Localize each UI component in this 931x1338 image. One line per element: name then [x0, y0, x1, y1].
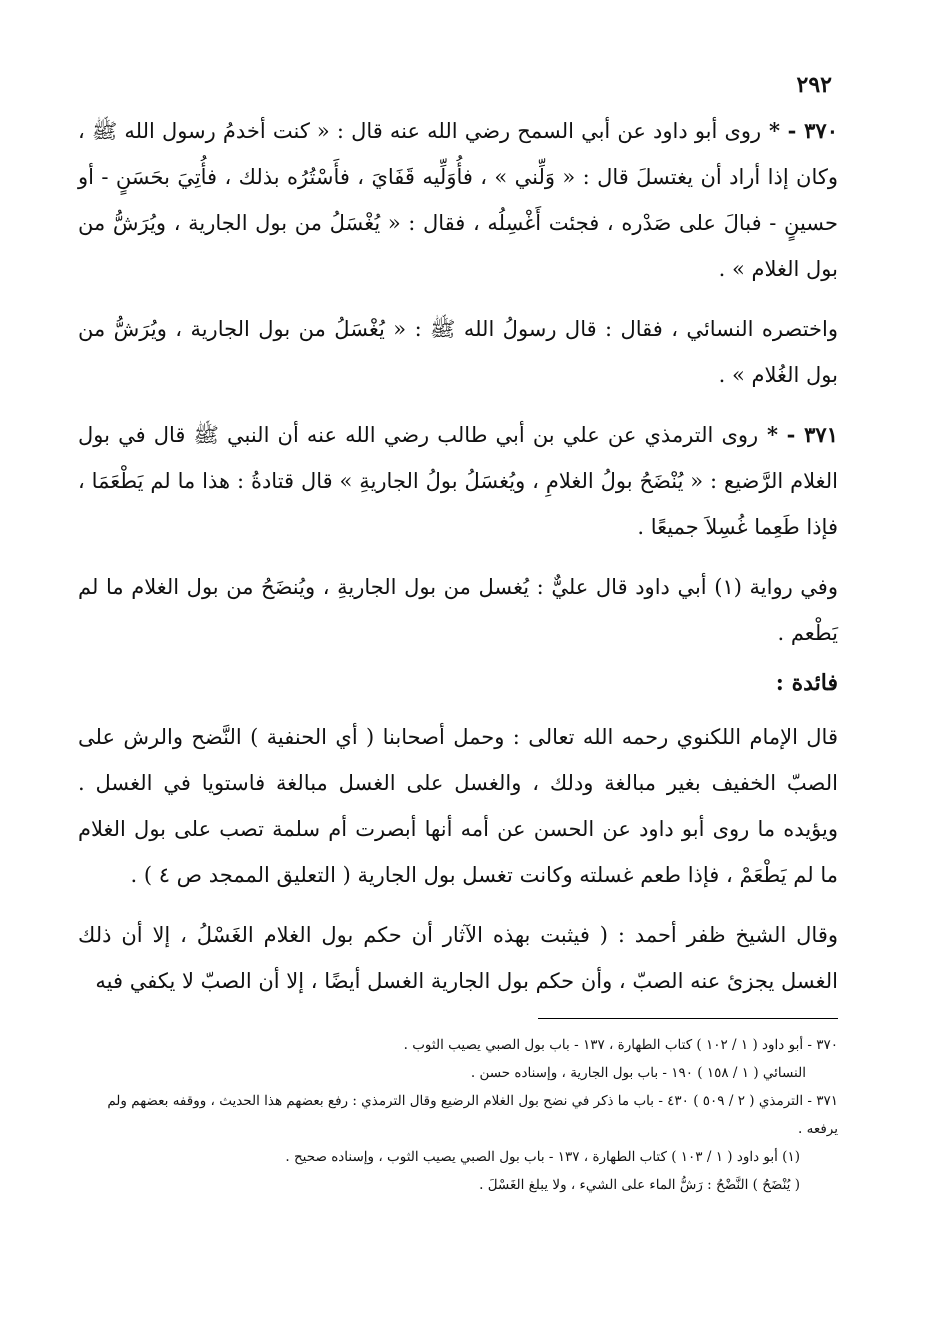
- page-number: ٢٩٢: [796, 72, 832, 98]
- hadith-370-paragraph: [78, 108, 838, 292]
- footnote-glossary: ( يُنْضَحُ ) النَّضْحُ : رَشُّ الماء على الشيء ، ولا يبلغ الغَسْلَ .: [479, 1177, 800, 1193]
- footnote-nasai: النسائي ( ١ / ١٥٨ ) ١٩٠ - باب بول الجارية ، وإسناده حسن .: [470, 1065, 806, 1081]
- abu-dawud-narration-paragraph: [78, 564, 838, 656]
- hadith-number: ٣٧٠ - *: [761, 118, 838, 143]
- footnote-370: ٣٧٠ - أبو داود ( ١ / ١٠٢ ) كتاب الطهارة ، ١٣٧ - باب بول الصبي يصيب الثوب .: [403, 1037, 838, 1053]
- hadith-number: ٣٧١ - *: [758, 422, 838, 447]
- paragraph-text: روى أبو داود عن أبي السمح رضي الله عنه قال : « كنت أخدمُ رسول الله ﷺ ، وكان إذا أراد أن يغتسلَ قال : « وَلِّني » ، فأُوَلِّيه قَفَايَ ، فأَسْتُرُه بذلك ، فأُتِيَ بحَسَنٍ - أو حسينٍ - فبالَ على صَدْره ، فجئت أَغْسِلُه ، فقال : « يُغْسَلُ من بول الجارية ، ويُرَشُّ من بول الغلام » .: [78, 119, 838, 281]
- paragraph-text: روى الترمذي عن علي بن أبي طالب رضي الله عنه أن النبي ﷺ قال في بول الغلام الرَّضيع : « يُنْضَحُ بولُ الغلامِ ، ويُغسَلُ بولُ الجاريةِ » قال قتادةُ : هذا ما لم يَطْعَمَا ، فإذا طَعِما غُسِلاَ جميعًا .: [78, 423, 838, 539]
- benefit-paragraph-zafar-ahmad: وقال الشيخ ظفر أحمد : ( فيثبت بهذه الآثار أن حكم بول الغلام الغَسْلُ ، إلا أن ذلك الغسل يجزئ عنه الصبّ ، وأن حكم بول الجارية الغسل أيضًا ، إلا أن الصبّ لا يكفي فيه: [78, 923, 838, 993]
- hadith-371-paragraph: [78, 412, 838, 550]
- footnote-divider: [538, 1018, 838, 1019]
- paragraph-text: واختصره النسائي ، فقال : قال رسولُ الله ﷺ : « يُغْسَلُ من بول الجارية ، ويُرَشُّ من بول الغُلام » .: [78, 317, 838, 387]
- benefit-paragraph-lucknawi: قال الإمام اللكنوي رحمه الله تعالى : وحمل أصحابنا ( أي الحنفية ) النَّضح والرش على الصبّ الخفيف بغير مبالغة ودلك ، والغسل على الغسل مبالغة فاستويا في الغسل . ويؤيده ما روى أبو داود عن الحسن عن أمه أنها أبصرت أم سلمة تصب على بول الغلام ما لم يَطْعَمْ ، فإذا طعم غسلته وكانت تغسل بول الجارية ( التعليق الممجد ص ٤ ) .: [78, 725, 838, 887]
- footnote-371: ٣٧١ - الترمذي ( ٢ / ٥٠٩ ) ٤٣٠ - باب ما ذكر في نضح بول الغلام الرضيع وقال الترمذي : رفع بعضهم هذا الحديث ، ووقفه بعضهم ولم يرفعه .: [107, 1093, 838, 1137]
- footnote-1: (١) أبو داود ( ١ / ١٠٣ ) كتاب الطهارة ، ١٣٧ - باب بول الصبي يصيب الثوب ، وإسناده صحيح .: [285, 1149, 800, 1165]
- paragraph-text: وفي رواية (١) أبي داود قال عليٌّ : يُغسل من بول الجاريةِ ، ويُنضَحُ من بول الغلام ما لم يَطْعم .: [78, 575, 838, 645]
- page: [78, 72, 838, 1199]
- benefit-heading: فائدة :: [775, 670, 838, 696]
- nasai-summary-paragraph: [78, 306, 838, 398]
